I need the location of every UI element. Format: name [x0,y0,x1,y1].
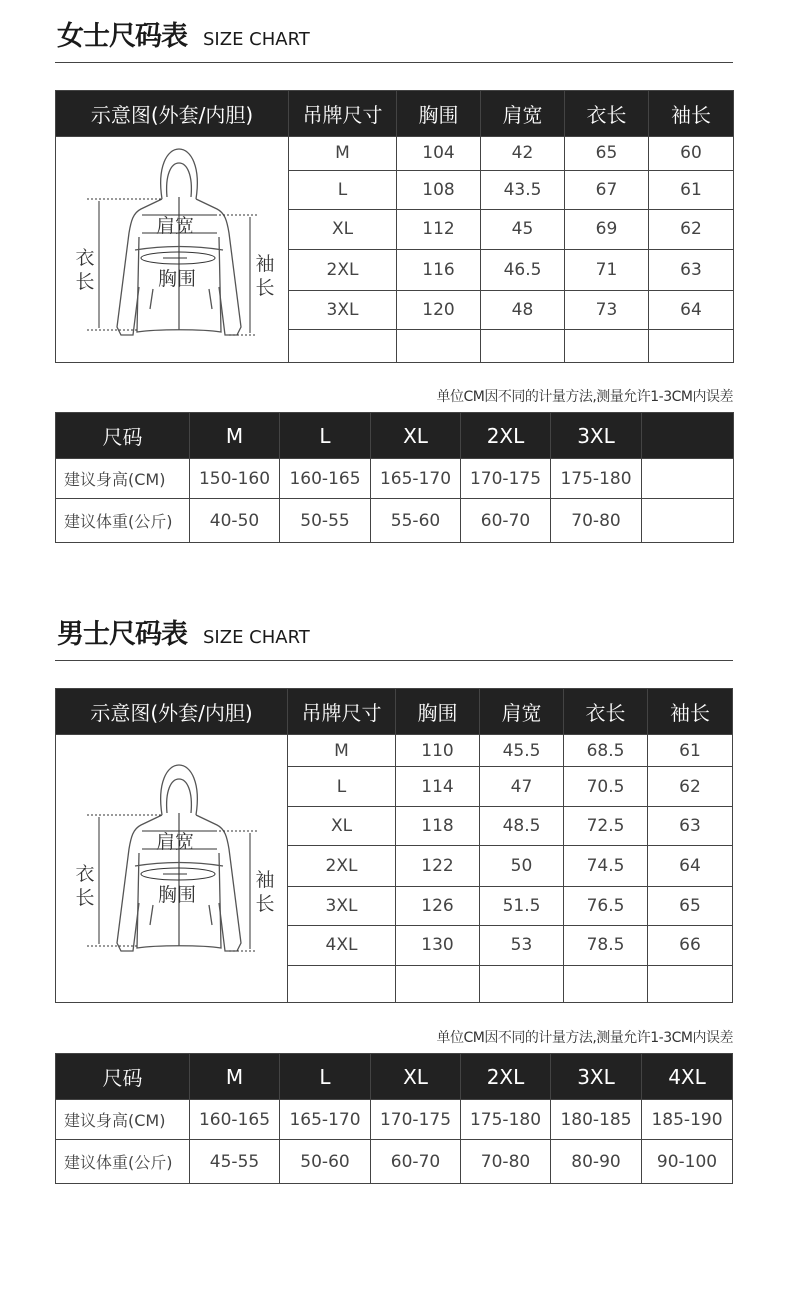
height-cell [642,459,734,499]
height-cell: 170-175 [371,1100,461,1140]
size-cell: 3XL [289,291,397,330]
shoulder-cell: 45.5 [480,735,564,767]
shoulder-cell: 42 [481,137,565,171]
shoulder-cell: 47 [480,767,564,806]
table-row [56,1100,733,1140]
chest-cell: 108 [397,170,481,209]
header-tag-size: 吊牌尺寸 [288,689,396,735]
chest-cell: 114 [396,767,480,806]
men-measure-table [55,688,733,1003]
shoulder-cell: 43.5 [481,170,565,209]
women-jacket-diagram [56,137,289,363]
diagram-length-label-1: 衣 [74,247,95,269]
length-cell: 70.5 [564,767,648,806]
chest-cell: 110 [396,735,480,767]
header-diagram: 示意图(外套/内胆) [56,689,288,735]
height-cell: 150-160 [190,459,280,499]
header-tag-size: 吊牌尺寸 [289,91,397,137]
men-title: 男士尺码表 [57,619,187,650]
weight-cell: 70-80 [551,499,642,543]
header-sleeve: 袖长 [649,91,734,137]
length-cell: 78.5 [564,926,648,965]
sleeve-cell [649,330,734,363]
height-cell: 175-180 [461,1100,551,1140]
length-cell: 69 [565,209,649,249]
height-cell: 165-170 [371,459,461,499]
weight-cell: 50-60 [280,1140,371,1184]
size-cell: 4XL [288,926,396,965]
length-cell: 65 [565,137,649,171]
height-cell: 185-190 [642,1100,733,1140]
weight-cell [642,499,734,543]
height-cell: 175-180 [551,459,642,499]
header-length: 衣长 [564,689,648,735]
table-row [56,499,734,543]
header-size: 尺码 [56,1054,190,1100]
length-cell: 71 [565,249,649,290]
diagram-shoulder-label: 肩宽 [155,831,194,853]
shoulder-cell: 48.5 [480,806,564,845]
chest-cell [396,965,480,1002]
women-measure-header [56,91,734,137]
header-xl: XL [371,1054,461,1100]
women-title-en: SIZE CHART [203,29,310,50]
sleeve-cell: 63 [648,806,733,845]
sleeve-cell: 64 [648,846,733,886]
women-unit-note: 单位CM因不同的计量方法,测量允许1-3CM内误差 [436,389,733,405]
diagram-sleeve-label-2: 长 [254,277,275,299]
women-title-row [55,0,733,63]
sleeve-cell: 64 [649,291,734,330]
header-empty [642,413,734,459]
chest-cell: 120 [397,291,481,330]
sleeve-cell [648,965,733,1002]
chest-cell: 116 [397,249,481,290]
length-cell: 67 [565,170,649,209]
header-shoulder: 肩宽 [480,689,564,735]
sleeve-cell: 62 [648,767,733,806]
header-sleeve: 袖长 [648,689,733,735]
table-row [56,1140,733,1184]
size-cell: M [289,137,397,171]
height-cell: 180-185 [551,1100,642,1140]
header-diagram: 示意图(外套/内胆) [56,91,289,137]
sleeve-cell: 61 [648,735,733,767]
women-section [55,0,733,531]
diagram-sleeve-label-1: 袖 [254,253,275,275]
chest-cell: 130 [396,926,480,965]
length-cell: 74.5 [564,846,648,886]
row-label-height: 建议身高(CM) [56,1100,190,1140]
weight-cell: 90-100 [642,1140,733,1184]
weight-cell: 60-70 [371,1140,461,1184]
length-cell [564,965,648,1002]
table-row [56,735,733,767]
length-cell: 76.5 [564,886,648,925]
shoulder-cell [480,965,564,1002]
diagram-length-label-2: 长 [74,887,95,909]
shoulder-cell: 45 [481,209,565,249]
row-label-weight: 建议体重(公斤) [56,499,190,543]
row-label-weight: 建议体重(公斤) [56,1140,190,1184]
sleeve-cell: 65 [648,886,733,925]
chest-cell: 126 [396,886,480,925]
chest-cell: 104 [397,137,481,171]
header-m: M [190,413,280,459]
size-cell [288,965,396,1002]
header-3xl: 3XL [551,413,642,459]
weight-cell: 55-60 [371,499,461,543]
shoulder-cell [481,330,565,363]
diagram-chest-label: 胸围 [157,268,196,290]
shoulder-cell: 46.5 [481,249,565,290]
women-title: 女士尺码表 [57,21,187,52]
women-measure-table [55,90,734,363]
height-cell: 160-165 [280,459,371,499]
shoulder-cell: 50 [480,846,564,886]
header-2xl: 2XL [461,413,551,459]
jacket-outline-icon [57,137,288,357]
length-cell: 68.5 [564,735,648,767]
diagram-sleeve-label-1: 袖 [254,869,275,891]
table-row [56,459,734,499]
women-reference-header [56,413,734,459]
length-cell [565,330,649,363]
men-measure-header [56,689,733,735]
sleeve-cell: 66 [648,926,733,965]
diagram-chest-label: 胸围 [157,884,196,906]
shoulder-cell: 51.5 [480,886,564,925]
size-cell: 3XL [288,886,396,925]
weight-cell: 45-55 [190,1140,280,1184]
men-jacket-diagram [56,735,288,1003]
size-cell: XL [289,209,397,249]
header-2xl: 2XL [461,1054,551,1100]
shoulder-cell: 48 [481,291,565,330]
size-cell: L [288,767,396,806]
header-l: L [280,413,371,459]
size-cell: XL [288,806,396,845]
sleeve-cell: 61 [649,170,734,209]
length-cell: 72.5 [564,806,648,845]
size-cell: 2XL [289,249,397,290]
weight-cell: 40-50 [190,499,280,543]
header-4xl: 4XL [642,1054,733,1100]
weight-cell: 70-80 [461,1140,551,1184]
weight-cell: 80-90 [551,1140,642,1184]
men-unit-note: 单位CM因不同的计量方法,测量允许1-3CM内误差 [436,1030,733,1046]
size-cell [289,330,397,363]
diagram-sleeve-label-2: 长 [254,893,275,915]
length-cell: 73 [565,291,649,330]
diagram-shoulder-label: 肩宽 [155,215,194,237]
jacket-outline-icon [57,735,287,997]
height-cell: 165-170 [280,1100,371,1140]
height-cell: 170-175 [461,459,551,499]
women-reference-table [55,412,734,543]
sleeve-cell: 63 [649,249,734,290]
header-length: 衣长 [565,91,649,137]
weight-cell: 60-70 [461,499,551,543]
men-title-row [55,598,733,661]
diagram-length-label-1: 衣 [74,863,95,885]
chest-cell: 122 [396,846,480,886]
header-chest: 胸围 [396,689,480,735]
weight-cell: 50-55 [280,499,371,543]
sleeve-cell: 62 [649,209,734,249]
row-label-height: 建议身高(CM) [56,459,190,499]
table-row [56,137,734,171]
height-cell: 160-165 [190,1100,280,1140]
men-section [55,598,733,1172]
chest-cell: 118 [396,806,480,845]
size-cell: 2XL [288,846,396,886]
header-chest: 胸围 [397,91,481,137]
header-l: L [280,1054,371,1100]
men-reference-header [56,1054,733,1100]
header-3xl: 3XL [551,1054,642,1100]
header-m: M [190,1054,280,1100]
header-xl: XL [371,413,461,459]
men-reference-table [55,1053,733,1184]
chest-cell [397,330,481,363]
diagram-length-label-2: 长 [74,271,95,293]
shoulder-cell: 53 [480,926,564,965]
sleeve-cell: 60 [649,137,734,171]
header-size: 尺码 [56,413,190,459]
size-cell: M [288,735,396,767]
chest-cell: 112 [397,209,481,249]
men-title-en: SIZE CHART [203,627,310,648]
size-cell: L [289,170,397,209]
header-shoulder: 肩宽 [481,91,565,137]
